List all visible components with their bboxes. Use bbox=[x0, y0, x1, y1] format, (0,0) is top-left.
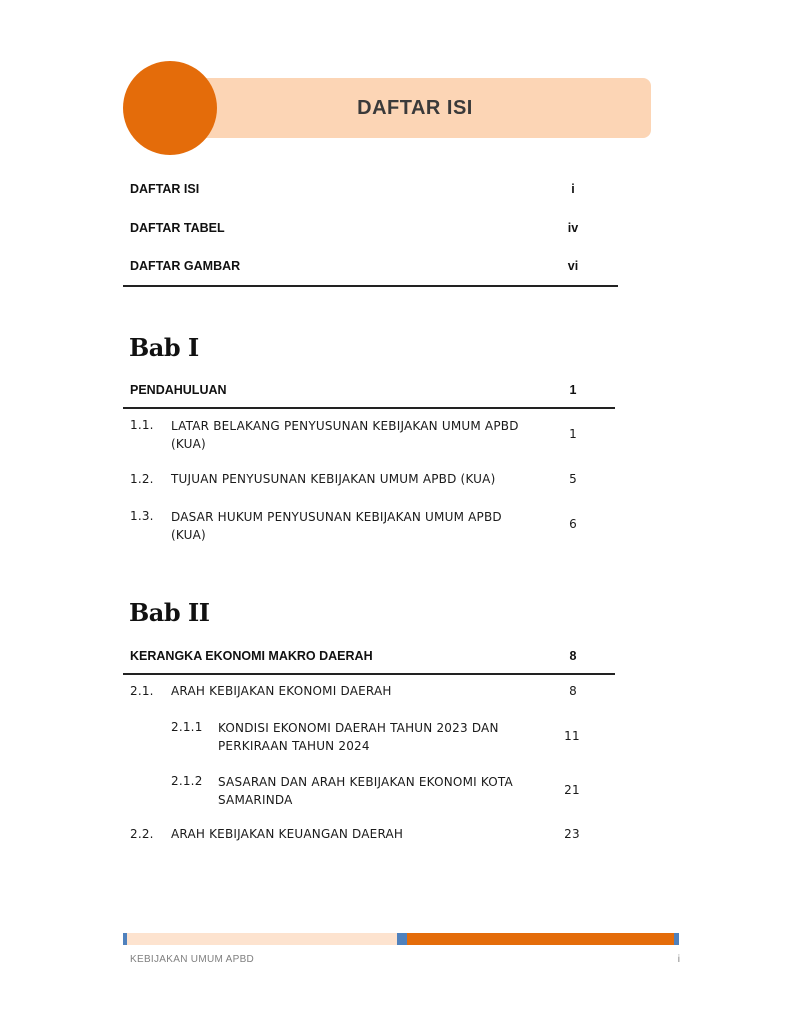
toc-entry-page: 5 bbox=[569, 472, 577, 486]
toc-entry-daftar-gambar-page: vi bbox=[567, 259, 579, 273]
chapter-heading-bab-1: Bab I bbox=[129, 333, 199, 362]
toc-entry-daftar-tabel-page: iv bbox=[567, 221, 579, 235]
toc-entry-daftar-isi-page: i bbox=[571, 182, 575, 196]
toc-entry-page: 21 bbox=[564, 783, 580, 797]
front-matter-divider bbox=[123, 285, 618, 287]
toc-entry-title[interactable] bbox=[171, 417, 519, 453]
toc-entry-title[interactable]: ARAH KEBIJAKAN EKONOMI DAERAH bbox=[171, 684, 392, 698]
toc-entry-title[interactable]: TUJUAN PENYUSUNAN KEBIJAKAN UMUM APBD (KUA) bbox=[171, 472, 496, 486]
toc-entry-title[interactable] bbox=[171, 508, 502, 544]
toc-entry-daftar-tabel-label[interactable]: DAFTAR TABEL bbox=[130, 221, 225, 235]
chapter-title-pendahuluan[interactable]: PENDAHULUAN bbox=[130, 383, 227, 397]
toc-entry-page: 8 bbox=[569, 684, 577, 698]
toc-entry-number: 1.1. bbox=[130, 418, 154, 432]
toc-subentry-number: 2.1.1 bbox=[171, 720, 203, 734]
toc-entry-title-line: (KUA) bbox=[171, 437, 206, 451]
toc-entry-title-line: SAMARINDA bbox=[218, 793, 293, 807]
footer-marker-middle bbox=[397, 933, 407, 945]
toc-entry-page: 11 bbox=[564, 729, 580, 743]
chapter-page-bab-2: 8 bbox=[569, 649, 577, 663]
toc-entry-page: 23 bbox=[564, 827, 580, 841]
footer-marker-right bbox=[674, 933, 679, 945]
toc-entry-title-line: LATAR BELAKANG PENYUSUNAN KEBIJAKAN UMUM APBD bbox=[171, 419, 519, 433]
toc-entry-number: 2.2. bbox=[130, 827, 154, 841]
toc-entry-number: 1.2. bbox=[130, 472, 154, 486]
page-title: DAFTAR ISI bbox=[357, 97, 473, 119]
toc-entry-page: 1 bbox=[569, 427, 577, 441]
chapter-page-bab-1: 1 bbox=[569, 383, 577, 397]
toc-subentry-title[interactable] bbox=[218, 719, 499, 755]
chapter-divider-bab-1 bbox=[123, 407, 615, 409]
toc-entry-title[interactable]: ARAH KEBIJAKAN KEUANGAN DAERAH bbox=[171, 827, 404, 841]
footer-bar-orange bbox=[407, 933, 674, 945]
toc-entry-title-line: SASARAN DAN ARAH KEBIJAKAN EKONOMI KOTA bbox=[218, 775, 513, 789]
toc-entry-title-line: PERKIRAAN TAHUN 2024 bbox=[218, 739, 370, 753]
footer-document-title: KEBIJAKAN UMUM APBD bbox=[130, 954, 255, 965]
chapter-divider-bab-2 bbox=[123, 673, 615, 675]
toc-entry-title-line: (KUA) bbox=[171, 528, 206, 542]
toc-subentry-number: 2.1.2 bbox=[171, 774, 203, 788]
toc-entry-title-line: KONDISI EKONOMI DAERAH TAHUN 2023 DAN bbox=[218, 721, 499, 735]
chapter-title-kerangka-ekonomi[interactable]: KERANGKA EKONOMI MAKRO DAERAH bbox=[130, 649, 373, 663]
banner-circle-decoration bbox=[123, 61, 217, 155]
footer-bar-light bbox=[127, 933, 397, 945]
toc-entry-number: 2.1. bbox=[130, 684, 154, 698]
toc-entry-daftar-isi-label[interactable]: DAFTAR ISI bbox=[130, 182, 200, 196]
toc-entry-page: 6 bbox=[569, 517, 577, 531]
footer-page-number: i bbox=[677, 954, 680, 965]
toc-entry-daftar-gambar-label[interactable]: DAFTAR GAMBAR bbox=[130, 259, 241, 273]
toc-entry-number: 1.3. bbox=[130, 509, 154, 523]
chapter-heading-bab-2: Bab II bbox=[129, 598, 210, 627]
toc-subentry-title[interactable] bbox=[218, 773, 513, 809]
toc-entry-title-line: DASAR HUKUM PENYUSUNAN KEBIJAKAN UMUM APBD bbox=[171, 510, 502, 524]
